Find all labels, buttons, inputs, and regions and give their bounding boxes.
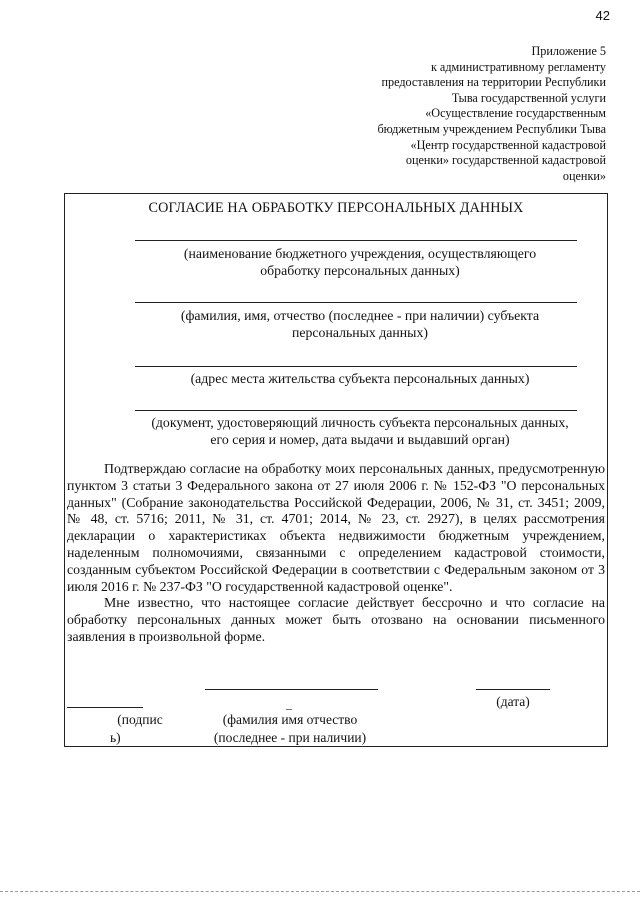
subject-name-caption xyxy=(110,307,610,341)
signature-label-line: (подпис xyxy=(117,712,163,727)
appendix-line: предоставления на территории Республики xyxy=(381,75,606,90)
appendix-line: бюджетным учреждением Республики Тыва xyxy=(377,121,606,136)
scan-edge-line xyxy=(0,891,640,892)
appendix-header xyxy=(340,44,606,184)
fullname-label xyxy=(190,711,390,747)
caption-line: обработку персональных данных) xyxy=(260,263,460,278)
appendix-line: «Центр государственной кадастровой xyxy=(410,137,606,152)
form-title: СОГЛАСИЕ НА ОБРАБОТКУ ПЕРСОНАЛЬНЫХ ДАННЫХ xyxy=(148,200,524,216)
consent-paragraph: Мне известно, что настоящее согласие действует бессрочно и что согласие на обработку персональных данных может быть отозвано на основании письменного заявления в произвольной форме. xyxy=(67,595,605,644)
caption-line: персональных данных) xyxy=(292,325,428,340)
caption-line: (фамилия, имя, отчество (последнее - при наличии) субъекта xyxy=(180,308,540,323)
appendix-line: оценки» xyxy=(562,168,606,183)
signature-label-line: ь) xyxy=(110,730,121,745)
fullname-label-line: (фамилия имя отчество xyxy=(222,712,358,727)
appendix-line: Приложение 5 xyxy=(531,44,606,58)
institution-name-line[interactable] xyxy=(135,240,577,241)
identity-document-caption xyxy=(110,414,610,448)
caption-line: (адрес места жительства субъекта персональных данных) xyxy=(190,371,530,386)
institution-name-caption xyxy=(110,245,610,279)
consent-body xyxy=(67,461,605,646)
subject-name-line[interactable] xyxy=(135,302,577,303)
address-line[interactable] xyxy=(135,366,577,367)
page-number: 42 xyxy=(595,8,610,23)
appendix-line: Тыва государственной услуги xyxy=(451,90,606,105)
appendix-line: к административному регламенту xyxy=(430,59,606,74)
identity-document-line[interactable] xyxy=(135,410,577,411)
date-label: (дата) xyxy=(496,694,530,709)
caption-line: (документ, удостоверяющий личность субъекта персональных данных, xyxy=(151,415,569,430)
signature-label xyxy=(100,711,180,747)
date-line[interactable] xyxy=(476,689,550,690)
fullname-dash: _ xyxy=(286,697,292,711)
appendix-line: «Осуществление государственным xyxy=(425,106,606,121)
caption-line: его серия и номер, дата выдачи и выдавший орган) xyxy=(210,432,510,447)
signature-line[interactable] xyxy=(67,707,143,708)
fullname-label-line: (последнее - при наличии) xyxy=(213,730,367,745)
fullname-signature-line[interactable] xyxy=(205,689,378,690)
appendix-line: оценки» государственной кадастровой xyxy=(405,153,606,168)
consent-paragraph: Подтверждаю согласие на обработку моих персональных данных, предусмотренную пунктом 3 статьи 3 Федерального закона от 27 июля 2006 г. № 152-ФЗ "О персональных данных" (Собрание законодательства Российской Федерации, 2006, № 31, ст. 3451; 2009, № 48, ст. 5716; 2011, № 31, ст. 4701; 2014, № 23, ст. 2927), в целях рассмотрения декларации о характеристиках объекта недвижимости бюджетным учреждением, наделенным полномочиями, связанными с определением кадастровой стоимости, созданным субъектом Российской Федерации в соответствии с Федеральным законом от 3 июля 2016 г. № 237-ФЗ "О государственной кадастровой оценке". xyxy=(67,461,605,594)
caption-line: (наименование бюджетного учреждения, осуществляющего xyxy=(183,246,537,261)
address-caption xyxy=(110,370,610,387)
